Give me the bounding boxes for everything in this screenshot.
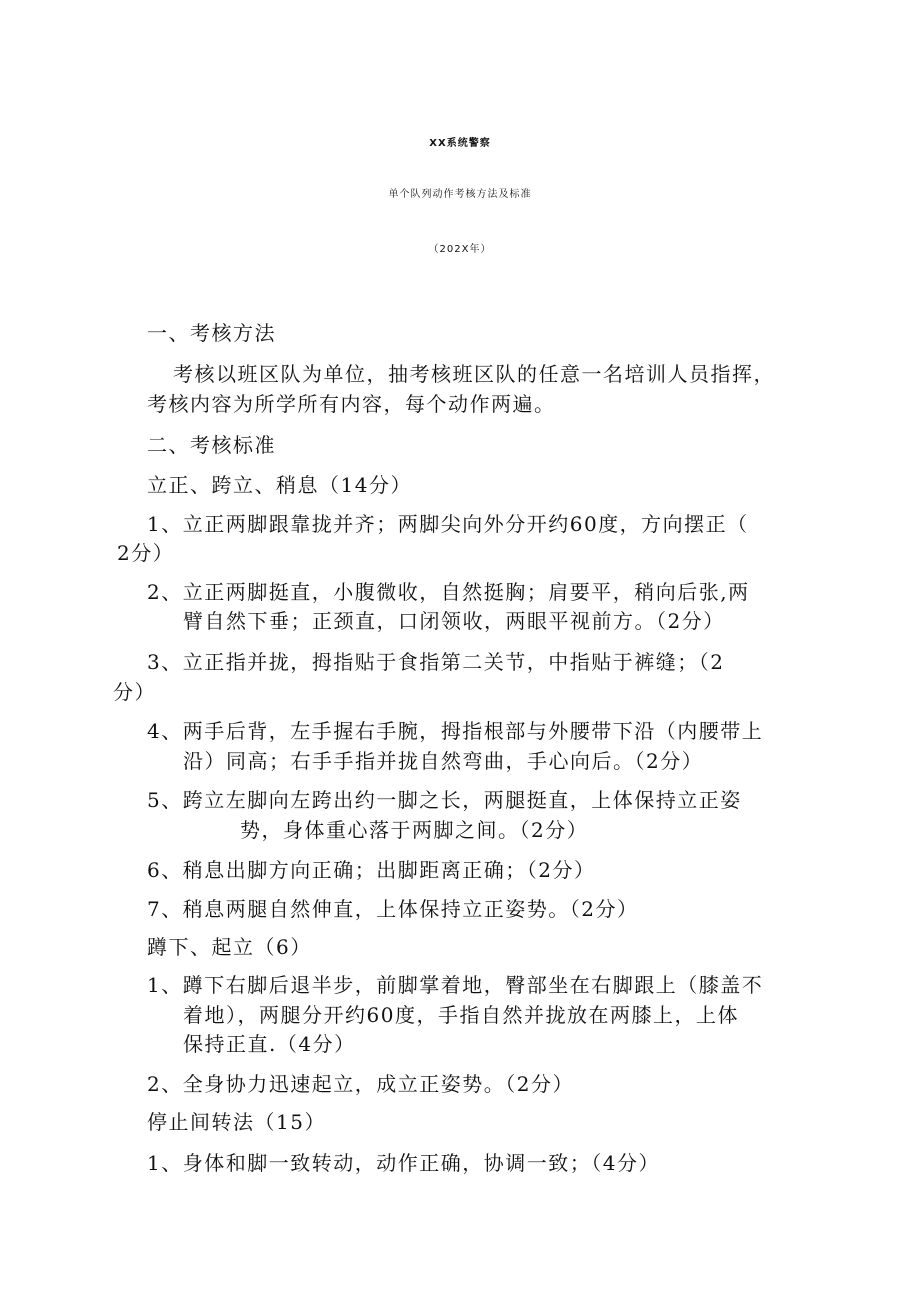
group-heading-stand-rest: 立正、跨立、稍息（14分） xyxy=(147,473,412,497)
list-item: 2、全身协力迅速起立，成立正姿势。（2分） xyxy=(147,1072,574,1096)
document-title-main: 单个队列动作考核方法及标准 xyxy=(388,189,532,200)
list-item: 1、立正两脚跟靠拢并齐；两脚尖向外分开约60度，方向摆正（ xyxy=(147,512,749,536)
method-paragraph-line-1: 考核以班区队为单位，抽考核班区队的任意一名培训人员指挥， xyxy=(173,362,775,386)
list-item-continued: 保持正直.（4分） xyxy=(183,1032,356,1056)
list-item-continued: 沿）同高；右手手指并拢自然弯曲，手心向后。（2分） xyxy=(183,749,704,773)
list-item: 7、稍息两腿自然伸直，上体保持立正姿势。（2分） xyxy=(147,897,639,921)
list-item: 6、稍息出脚方向正确；出脚距离正确；（2分） xyxy=(147,858,596,882)
method-paragraph-line-2: 考核内容为所学所有内容，每个动作两遍。 xyxy=(147,392,556,416)
list-item-continued: 分） xyxy=(113,680,156,704)
document-title-year: （202X年） xyxy=(428,244,492,255)
list-item: 5、跨立左脚向左跨出约一脚之长，两腿挺直，上体保持立正姿 xyxy=(147,788,742,812)
list-item-continued: 势，身体重心落于两脚之间。（2分） xyxy=(240,818,589,842)
group-heading-facing-halted: 停止间转法（15） xyxy=(147,1110,326,1134)
list-item: 3、立正指并拢，拇指贴于食指第二关节，中指贴于裤缝；（2 xyxy=(147,650,725,674)
list-item: 1、蹲下右脚后退半步，前脚掌着地，臀部坐在右脚跟上（膝盖不 xyxy=(147,973,764,997)
section-heading-method: 一、考核方法 xyxy=(147,321,276,345)
document-title-org: XX系统警察 xyxy=(429,138,491,149)
list-item-continued: 2分） xyxy=(117,541,175,565)
section-heading-standard: 二、考核标准 xyxy=(147,433,276,457)
list-item-continued: 着地），两腿分开约60度，手指自然并拢放在两膝上，上体 xyxy=(183,1003,739,1027)
list-item: 2、立正两脚挺直，小腹微收，自然挺胸；肩要平，稍向后张,两 xyxy=(147,580,750,604)
group-heading-squat-stand: 蹲下、起立（6） xyxy=(147,935,312,959)
list-item: 1、身体和脚一致转动，动作正确，协调一致；（4分） xyxy=(147,1151,660,1175)
list-item-continued: 臂自然下垂；正颈直，口闭领收，两眼平视前方。（2分） xyxy=(183,609,725,633)
list-item: 4、两手后背，左手握右手腕，拇指根部与外腰带下沿（内腰带上 xyxy=(147,719,764,743)
